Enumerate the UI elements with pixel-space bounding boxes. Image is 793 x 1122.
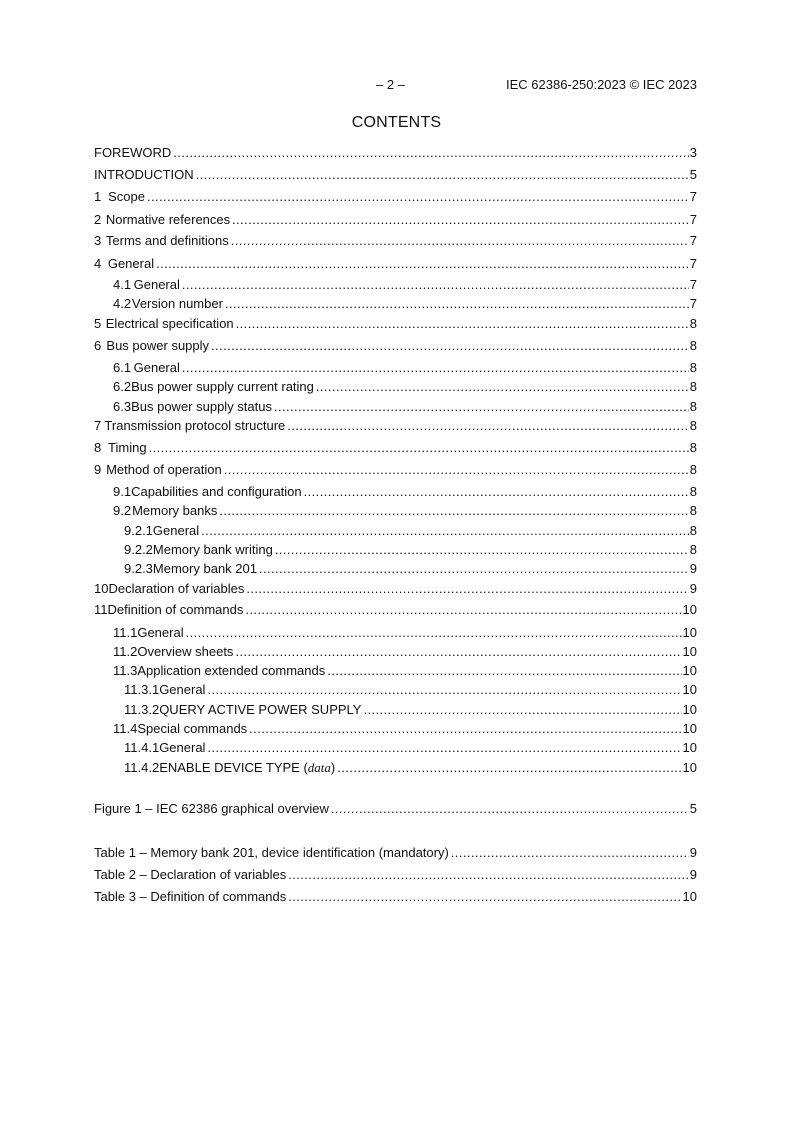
dot-leader — [196, 167, 689, 183]
dot-leader — [245, 602, 681, 618]
toc-entry[interactable] — [0, 379, 793, 395]
toc-number: 1 — [94, 189, 102, 204]
toc-number: 5 — [94, 316, 102, 331]
toc-label: General — [152, 523, 200, 538]
toc-page: 8 — [689, 360, 697, 375]
dot-leader — [337, 760, 681, 776]
toc-label: Overview sheets — [137, 644, 234, 659]
dot-leader — [236, 316, 689, 332]
toc-entry[interactable] — [0, 760, 793, 776]
toc-number: 6.1 — [113, 360, 132, 375]
dot-leader — [246, 581, 688, 597]
table-label: Table 1 – Memory bank 201, device identification (mandatory) — [94, 845, 449, 860]
toc-number: 9.2.1 — [124, 523, 153, 538]
toc-entry[interactable] — [0, 338, 793, 354]
dot-leader — [304, 484, 689, 500]
toc-number: 11 — [94, 602, 108, 617]
toc-number: 9.2.3 — [124, 561, 153, 576]
table-page: 9 — [689, 867, 697, 882]
page-title: CONTENTS — [351, 114, 442, 131]
toc-label: Declaration of variables — [108, 581, 245, 596]
toc-entry[interactable] — [0, 503, 793, 519]
toc-label: Bus power supply — [106, 338, 210, 353]
toc-entry[interactable] — [0, 212, 793, 228]
table-page: 10 — [682, 889, 697, 904]
dot-leader — [231, 233, 689, 249]
toc-page: 8 — [689, 418, 697, 433]
dot-leader — [288, 889, 681, 905]
toc-label: General — [159, 740, 206, 755]
toc-page: 8 — [689, 399, 697, 414]
dot-leader — [288, 867, 689, 883]
toc-entry[interactable] — [0, 316, 793, 332]
toc-page: 8 — [689, 523, 697, 538]
dot-leader — [259, 561, 689, 577]
toc-page: 7 — [689, 233, 697, 248]
toc-entry[interactable] — [0, 663, 793, 679]
toc-number: 2 — [94, 212, 102, 227]
toc-label: Bus power supply current rating — [131, 379, 314, 394]
toc-label: Transmission protocol structure — [104, 418, 286, 433]
toc-page: 3 — [689, 145, 697, 160]
dot-leader — [186, 625, 682, 641]
dot-leader — [156, 256, 689, 272]
dot-leader — [182, 360, 689, 376]
toc-page: 10 — [682, 625, 697, 640]
toc-page: 8 — [689, 338, 697, 353]
toc-entry[interactable] — [0, 440, 793, 456]
figure-page: 5 — [689, 801, 697, 816]
toc-entry[interactable] — [0, 418, 793, 434]
dot-leader — [149, 440, 689, 456]
dot-leader — [232, 212, 689, 228]
dot-leader — [201, 523, 689, 539]
toc-label: Terms and definitions — [105, 233, 229, 248]
table-list-entry[interactable] — [0, 867, 793, 883]
toc-entry-introduction[interactable] — [0, 167, 793, 183]
toc-label: General — [137, 625, 184, 640]
table-list-entry[interactable] — [0, 845, 793, 861]
dot-leader — [147, 189, 689, 205]
dot-leader — [287, 418, 688, 434]
dot-leader — [274, 399, 689, 415]
figure-label: Figure 1 – IEC 62386 graphical overview — [94, 801, 329, 816]
toc-entry[interactable] — [0, 602, 793, 618]
toc-entry[interactable] — [0, 277, 793, 293]
figure-list-entry[interactable] — [0, 801, 793, 817]
dot-leader — [327, 663, 681, 679]
toc-page: 8 — [689, 542, 697, 557]
dot-leader — [331, 801, 689, 817]
dot-leader — [224, 462, 689, 478]
toc-page: 10 — [682, 740, 697, 755]
toc-entry[interactable] — [0, 581, 793, 597]
toc-page: 7 — [689, 189, 697, 204]
toc-page: 7 — [689, 212, 697, 227]
dot-leader — [182, 277, 689, 293]
toc-number: 9.2 — [113, 503, 132, 518]
toc-number: 4.1 — [113, 277, 132, 292]
toc-label: Application extended commands — [137, 663, 326, 678]
toc-number: 4 — [94, 256, 102, 271]
toc-number: 11.3.1 — [124, 682, 160, 697]
toc-page: 10 — [682, 721, 697, 736]
toc-page: 10 — [682, 760, 697, 775]
toc-entry[interactable] — [0, 740, 793, 756]
page-number: – 2 – — [376, 77, 405, 92]
toc-entry[interactable] — [0, 702, 793, 718]
toc-label: Memory bank writing — [152, 542, 273, 557]
toc-number: 11.4 — [113, 721, 138, 736]
toc-entry[interactable] — [0, 625, 793, 641]
toc-label: Scope — [108, 189, 145, 204]
toc-number: 8 — [94, 440, 102, 455]
toc-label: QUERY ACTIVE POWER SUPPLY — [159, 702, 362, 717]
toc-page: 8 — [689, 484, 697, 499]
dot-leader — [275, 542, 689, 558]
toc-label: Bus power supply status — [131, 399, 272, 414]
toc-number: 3 — [94, 233, 102, 248]
toc-entry[interactable] — [0, 523, 793, 539]
dot-leader — [235, 644, 681, 660]
dot-leader — [207, 740, 681, 756]
toc-entry[interactable] — [0, 296, 793, 312]
toc-entry[interactable] — [0, 721, 793, 737]
toc-entry[interactable] — [0, 644, 793, 660]
toc-entry[interactable] — [0, 484, 793, 500]
table-label: Table 3 – Definition of commands — [94, 889, 287, 904]
toc-page: 10 — [682, 663, 697, 678]
toc-number: 11.3 — [113, 663, 138, 678]
toc-label: General — [159, 682, 206, 697]
toc-page: 7 — [689, 256, 697, 271]
toc-page: 8 — [689, 503, 697, 518]
toc-entry[interactable] — [0, 561, 793, 577]
toc-number: 11.4.1 — [124, 740, 160, 755]
toc-number: 11.2 — [113, 644, 138, 659]
dot-leader — [249, 721, 681, 737]
toc-page: 10 — [682, 602, 697, 617]
toc-label: Method of operation — [106, 462, 222, 477]
toc-label: Normative references — [105, 212, 231, 227]
toc-number: 11.1 — [113, 625, 138, 640]
table-page: 9 — [689, 845, 697, 860]
toc-entry[interactable] — [0, 233, 793, 249]
toc-entry[interactable] — [0, 360, 793, 376]
toc-label: ENABLE DEVICE TYPE (data) — [159, 760, 336, 775]
toc-page: 5 — [689, 167, 697, 182]
dot-leader — [225, 296, 689, 312]
document-id: IEC 62386-250:2023 © IEC 2023 — [506, 77, 697, 92]
toc-entry[interactable] — [0, 542, 793, 558]
dot-leader — [173, 145, 688, 161]
table-label: Table 2 – Declaration of variables — [94, 867, 287, 882]
dot-leader — [219, 503, 688, 519]
toc-number: 10 — [94, 581, 109, 596]
dot-leader — [451, 845, 689, 861]
toc-page: 10 — [682, 644, 697, 659]
toc-page: 9 — [689, 581, 697, 596]
dot-leader — [207, 682, 681, 698]
toc-number: 9.2.2 — [124, 542, 153, 557]
toc-entry[interactable] — [0, 462, 793, 478]
toc-page: 8 — [689, 379, 697, 394]
toc-label: General — [107, 256, 155, 271]
dot-leader — [316, 379, 689, 395]
toc-label: Definition of commands — [107, 602, 244, 617]
toc-label: Timing — [108, 440, 147, 455]
toc-page: 9 — [689, 561, 697, 576]
toc-entry[interactable] — [0, 256, 793, 272]
toc-number: 7 — [94, 418, 102, 433]
toc-label: Capabilities and configuration — [131, 484, 302, 499]
toc-page: 8 — [689, 462, 697, 477]
toc-label: Special commands — [137, 721, 248, 736]
toc-label: General — [133, 360, 180, 375]
toc-page: 8 — [689, 440, 697, 455]
toc-label: Memory bank 201 — [152, 561, 257, 576]
toc-entry-foreword[interactable] — [0, 145, 793, 161]
toc-entry[interactable] — [0, 682, 793, 698]
toc-label: Version number — [131, 296, 223, 311]
toc-number: 4.2 — [113, 296, 132, 311]
toc-number: 11.4.2 — [124, 760, 160, 775]
command-parameter: data — [307, 760, 331, 775]
toc-number: 9.1 — [113, 484, 132, 499]
toc-page: 8 — [689, 316, 697, 331]
toc-label: Electrical specification — [105, 316, 234, 331]
page-header — [0, 77, 793, 93]
toc-entry[interactable] — [0, 399, 793, 415]
toc-label: INTRODUCTION — [94, 167, 194, 182]
toc-label: General — [133, 277, 180, 292]
toc-number: 6.3 — [113, 399, 132, 414]
dot-leader — [211, 338, 689, 354]
toc-number: 6.2 — [113, 379, 132, 394]
toc-page: 10 — [682, 682, 697, 697]
toc-entry[interactable] — [0, 189, 793, 205]
toc-page: 10 — [682, 702, 697, 717]
toc-page: 7 — [689, 277, 697, 292]
toc-number: 6 — [94, 338, 102, 353]
dot-leader — [363, 702, 681, 718]
toc-label: FOREWORD — [94, 145, 172, 160]
toc-label: Memory banks — [132, 503, 218, 518]
toc-page: 7 — [689, 296, 697, 311]
table-list-entry[interactable] — [0, 889, 793, 905]
toc-number: 11.3.2 — [124, 702, 160, 717]
toc-number: 9 — [94, 462, 102, 477]
